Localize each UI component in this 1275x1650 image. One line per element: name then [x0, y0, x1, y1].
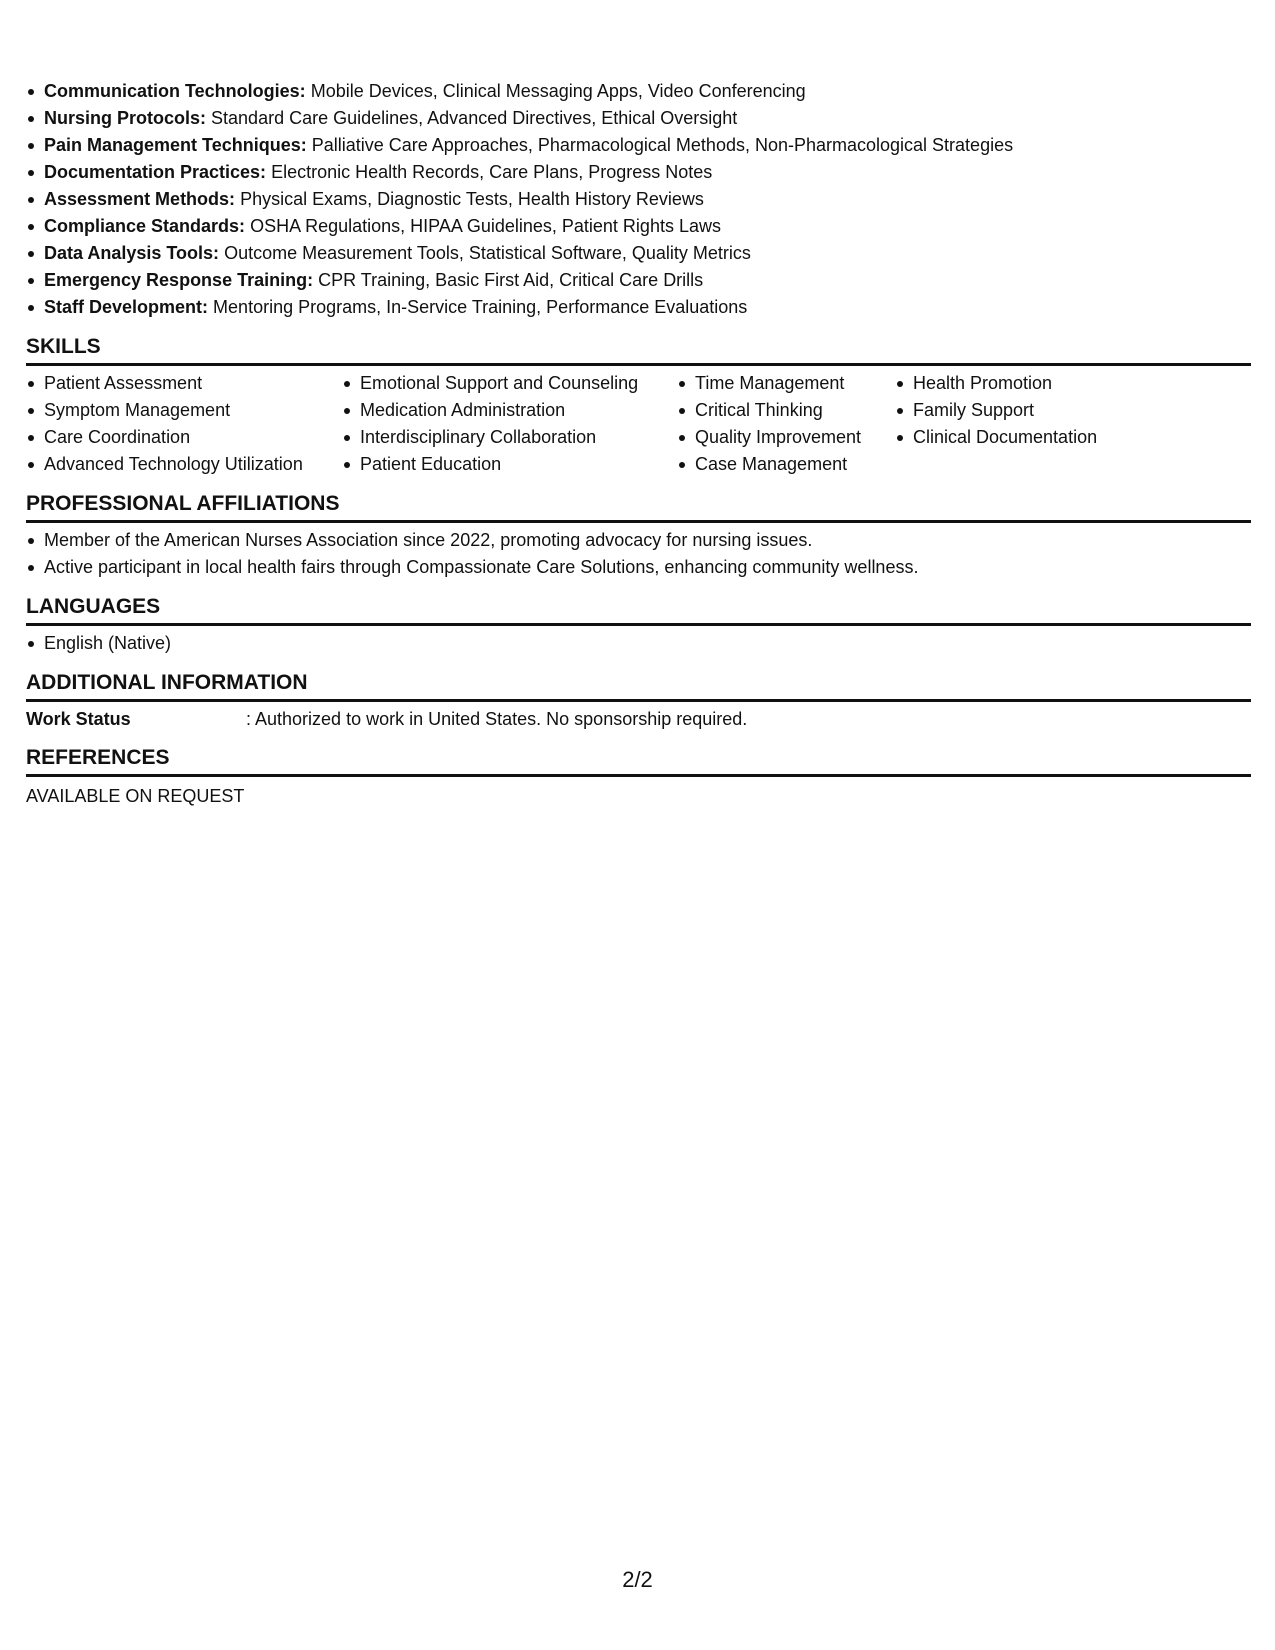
skill-item: Patient Education — [342, 451, 677, 478]
skill-item: Patient Assessment — [26, 370, 342, 397]
list-item — [26, 213, 1251, 240]
item-label: Staff Development: — [44, 297, 209, 317]
skills-column-1 — [26, 370, 342, 478]
item-label: Assessment Methods: — [44, 189, 236, 209]
item-label: Documentation Practices: — [44, 162, 267, 182]
item-label: Pain Management Techniques: — [44, 135, 307, 155]
skill-item: Care Coordination — [26, 424, 342, 451]
skill-item: Emotional Support and Counseling — [342, 370, 677, 397]
skill-item: Medication Administration — [342, 397, 677, 424]
skill-item: Health Promotion — [895, 370, 1155, 397]
work-status-value: : Authorized to work in United States. No sponsorship required. — [246, 709, 748, 729]
skill-item: Quality Improvement — [677, 424, 895, 451]
list-item — [26, 132, 1251, 159]
references-heading: REFERENCES — [26, 745, 1251, 777]
item-label: Compliance Standards: — [44, 216, 246, 236]
affiliation-item: Active participant in local health fairs through Compassionate Care Solutions, enhancing community wellness. — [26, 554, 1251, 581]
skill-item: Clinical Documentation — [895, 424, 1155, 451]
work-status-row — [26, 706, 1251, 732]
technical-skills-list — [26, 78, 1251, 321]
skills-column-2 — [342, 370, 677, 478]
item-value: OSHA Regulations, HIPAA Guidelines, Patient Rights Laws — [250, 216, 721, 236]
skills-grid — [26, 370, 1251, 478]
affiliations-list — [26, 527, 1251, 581]
list-item — [26, 240, 1251, 267]
affiliation-item: Member of the American Nurses Association since 2022, promoting advocacy for nursing issues. — [26, 527, 1251, 554]
skill-item: Interdisciplinary Collaboration — [342, 424, 677, 451]
page-number: 2/2 — [622, 1567, 653, 1592]
languages-heading: LANGUAGES — [26, 594, 1251, 626]
item-label: Emergency Response Training: — [44, 270, 314, 290]
item-value: Standard Care Guidelines, Advanced Directives, Ethical Oversight — [211, 108, 738, 128]
list-item — [26, 186, 1251, 213]
item-value: Outcome Measurement Tools, Statistical Software, Quality Metrics — [224, 243, 751, 263]
skills-column-3 — [677, 370, 895, 478]
item-value: Palliative Care Approaches, Pharmacological Methods, Non-Pharmacological Strategies — [311, 135, 1014, 155]
language-item: English (Native) — [26, 630, 1251, 657]
references-text: AVAILABLE ON REQUEST — [26, 786, 245, 806]
skill-item: Symptom Management — [26, 397, 342, 424]
affiliations-heading: PROFESSIONAL AFFILIATIONS — [26, 491, 1251, 523]
skill-item: Case Management — [677, 451, 895, 478]
item-value: CPR Training, Basic First Aid, Critical Care Drills — [318, 270, 704, 290]
item-value: Electronic Health Records, Care Plans, Progress Notes — [271, 162, 713, 182]
item-label: Data Analysis Tools: — [44, 243, 220, 263]
list-item — [26, 159, 1251, 186]
additional-info-heading: ADDITIONAL INFORMATION — [26, 670, 1251, 702]
skills-heading: SKILLS — [26, 334, 1251, 366]
skill-item: Family Support — [895, 397, 1155, 424]
languages-list — [26, 630, 1251, 657]
list-item — [26, 294, 1251, 321]
list-item — [26, 267, 1251, 294]
work-status-label: Work Status — [26, 709, 131, 729]
list-item — [26, 78, 1251, 105]
skill-item: Critical Thinking — [677, 397, 895, 424]
item-label: Nursing Protocols: — [44, 108, 207, 128]
item-value: Mentoring Programs, In-Service Training, Performance Evaluations — [213, 297, 748, 317]
resume-page — [26, 78, 1251, 809]
skills-column-4 — [895, 370, 1155, 478]
skill-item: Advanced Technology Utilization — [26, 451, 342, 478]
item-value: Mobile Devices, Clinical Messaging Apps, Video Conferencing — [310, 81, 806, 101]
item-label: Communication Technologies: — [44, 81, 306, 101]
item-value: Physical Exams, Diagnostic Tests, Health History Reviews — [240, 189, 704, 209]
list-item — [26, 105, 1251, 132]
skill-item: Time Management — [677, 370, 895, 397]
